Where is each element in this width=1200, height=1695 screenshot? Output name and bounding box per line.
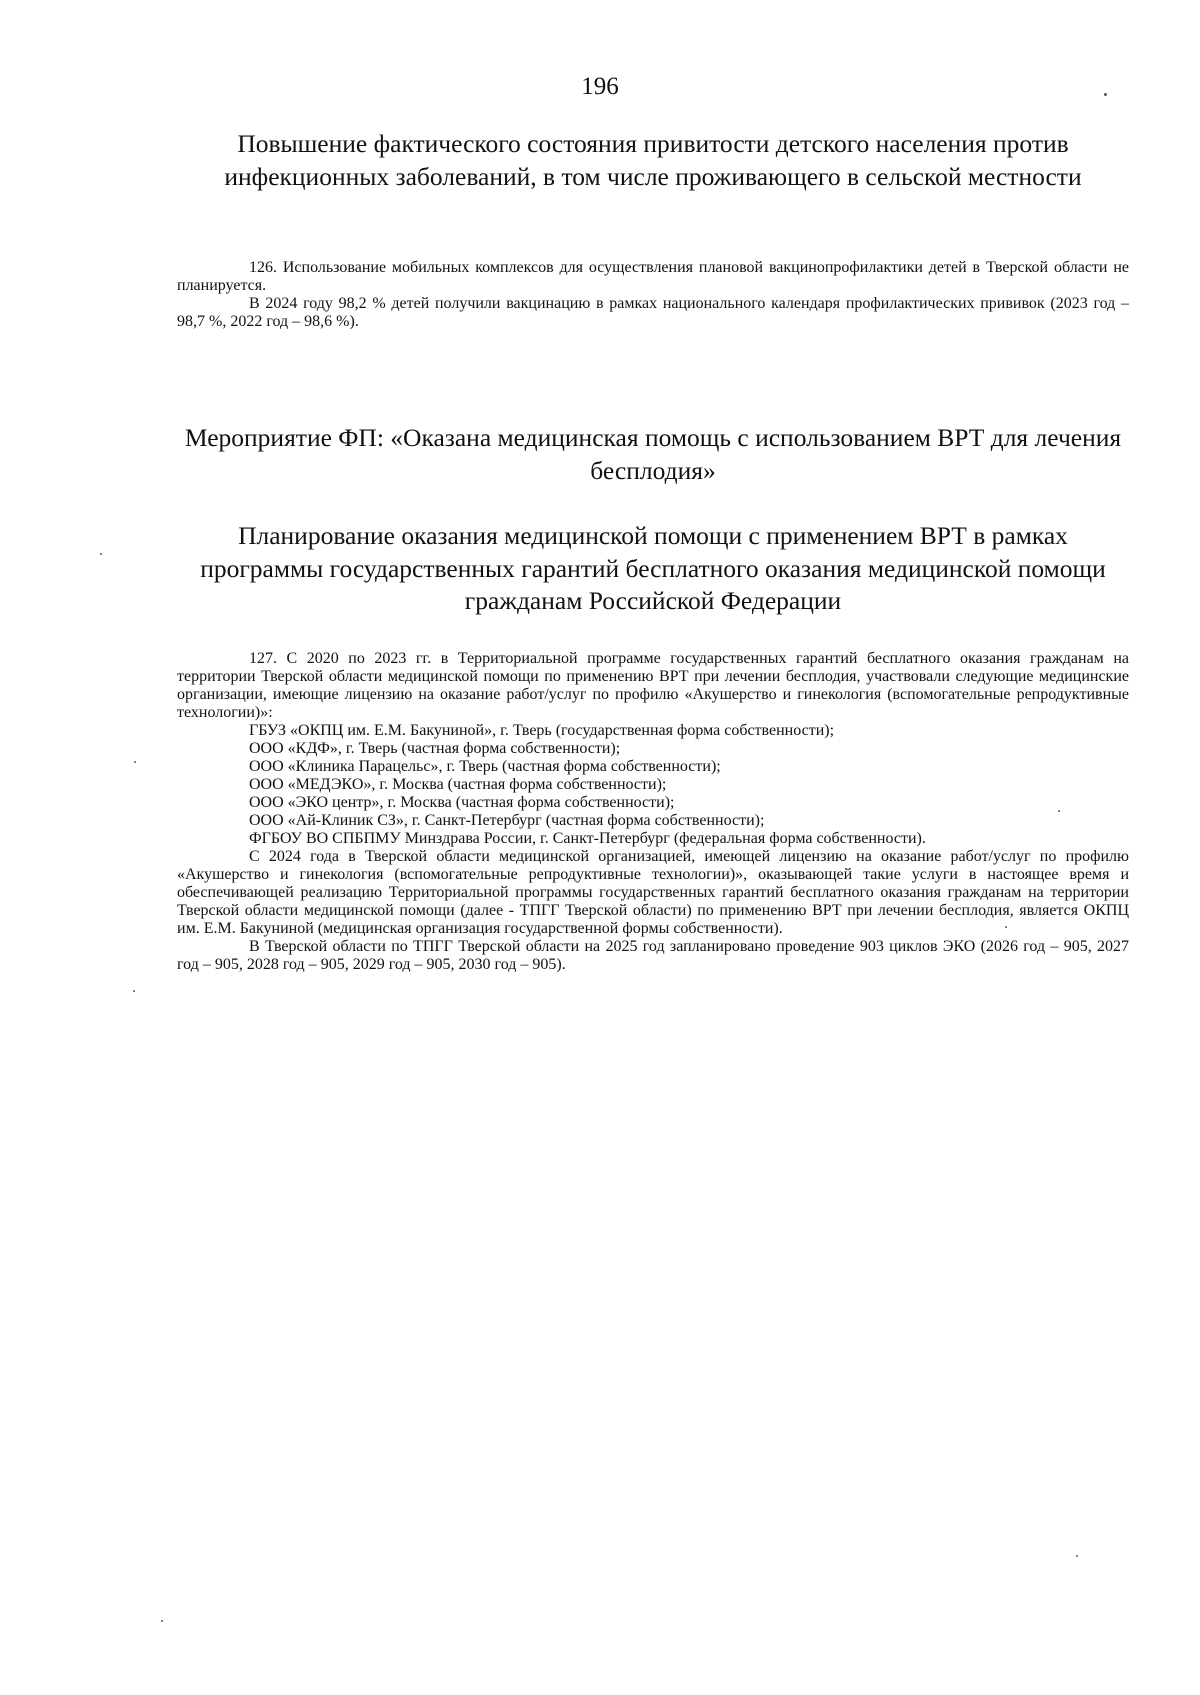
scan-speck (1058, 810, 1060, 812)
organization-item: ООО «Ай-Клиник СЗ», г. Санкт-Петербург (частная форма собственности); (249, 812, 765, 829)
organization-item: ООО «КДФ», г. Тверь (частная форма собственности); (249, 740, 621, 757)
organization-item: ГБУЗ «ОКПЦ им. Е.М. Бакуниной», г. Тверь (государственная форма собственности); (249, 722, 835, 739)
organization-item: ООО «МЕДЭКО», г. Москва (частная форма собственности); (249, 776, 667, 793)
paragraph-126: 126. Использование мобильных комплексов для осуществления плановой вакцинопрофилактики детей в Тверской области не планируется. (177, 259, 1129, 294)
scan-speck (100, 553, 102, 555)
scan-speck (1076, 1555, 1078, 1557)
heading-text: Повышение фактического состояния привитости детского населения против инфекционных заболеваний, в том числе проживающего в сельской местности (224, 129, 1082, 191)
scan-speck (133, 990, 135, 992)
section-vaccination-body (177, 259, 1129, 331)
heading-text: Мероприятие ФП: «Оказана медицинская помощь с использованием ВРТ для лечения бесплодия» (184, 423, 1122, 485)
heading-text: Планирование оказания медицинской помощи с применением ВРТ в рамках программы государственных гарантий бесплатного оказания медицинской помощи гражданам Российской Федерации (200, 521, 1106, 616)
section-heading-vrt-planning (177, 520, 1129, 618)
scan-speck (161, 1620, 163, 1622)
paragraph-2024-organization: С 2024 года в Тверской области медицинской организацией, имеющей лицензию на оказание работ/услуг по профилю «Акушерство и гинекология (вспомогательные репродуктивные технологии)», оказывающей такие услуги в настоящее время и обеспечивающей реализацию Территориальной программы государственных гарантий бесплатного оказания гражданам на территории Тверской области медицинской помощи (далее - ТПГГ Тверской области) по применению ВРТ при лечении бесплодия, является ОКПЦ им. Е.М. Бакуниной (медицинская организация государственной формы собственности). (177, 848, 1129, 937)
scan-speck (1005, 926, 1007, 928)
section-vrt-body (177, 650, 1129, 974)
section-heading-vaccination (177, 128, 1129, 193)
scan-speck (1104, 93, 1107, 96)
organization-item: ФГБОУ ВО СПБПМУ Минздрава России, г. Санкт-Петербург (федеральная форма собственности). (249, 830, 926, 847)
paragraph-vaccination-2024: В 2024 году 98,2 % детей получили вакцинацию в рамках национального календаря профилактических прививок (2023 год – 98,7 %, 2022 год – 98,6 %). (177, 295, 1129, 330)
organization-item: ООО «ЭКО центр», г. Москва (частная форма собственности); (249, 794, 675, 811)
paragraph-127: 127. С 2020 по 2023 гг. в Территориальной программе государственных гарантий бесплатного оказания гражданам на территории Тверской области медицинской помощи по применению ВРТ при лечении бесплодия, участвовали следующие медицинские организации, имеющие лицензию на оказание работ/услуг по профилю «Акушерство и гинекология (вспомогательные репродуктивные технологии)»: (177, 650, 1129, 721)
section-heading-fp-event (177, 422, 1129, 487)
organization-item: ООО «Клиника Парацельс», г. Тверь (частная форма собственности); (249, 758, 721, 775)
page-number: 196 (581, 73, 619, 100)
paragraph-eco-plan: В Тверской области по ТПГГ Тверской области на 2025 год запланировано проведение 903 циклов ЭКО (2026 год – 905, 2027 год – 905, 2028 год – 905, 2029 год – 905, 2030 год – 905). (177, 938, 1129, 973)
scan-speck (134, 761, 136, 763)
